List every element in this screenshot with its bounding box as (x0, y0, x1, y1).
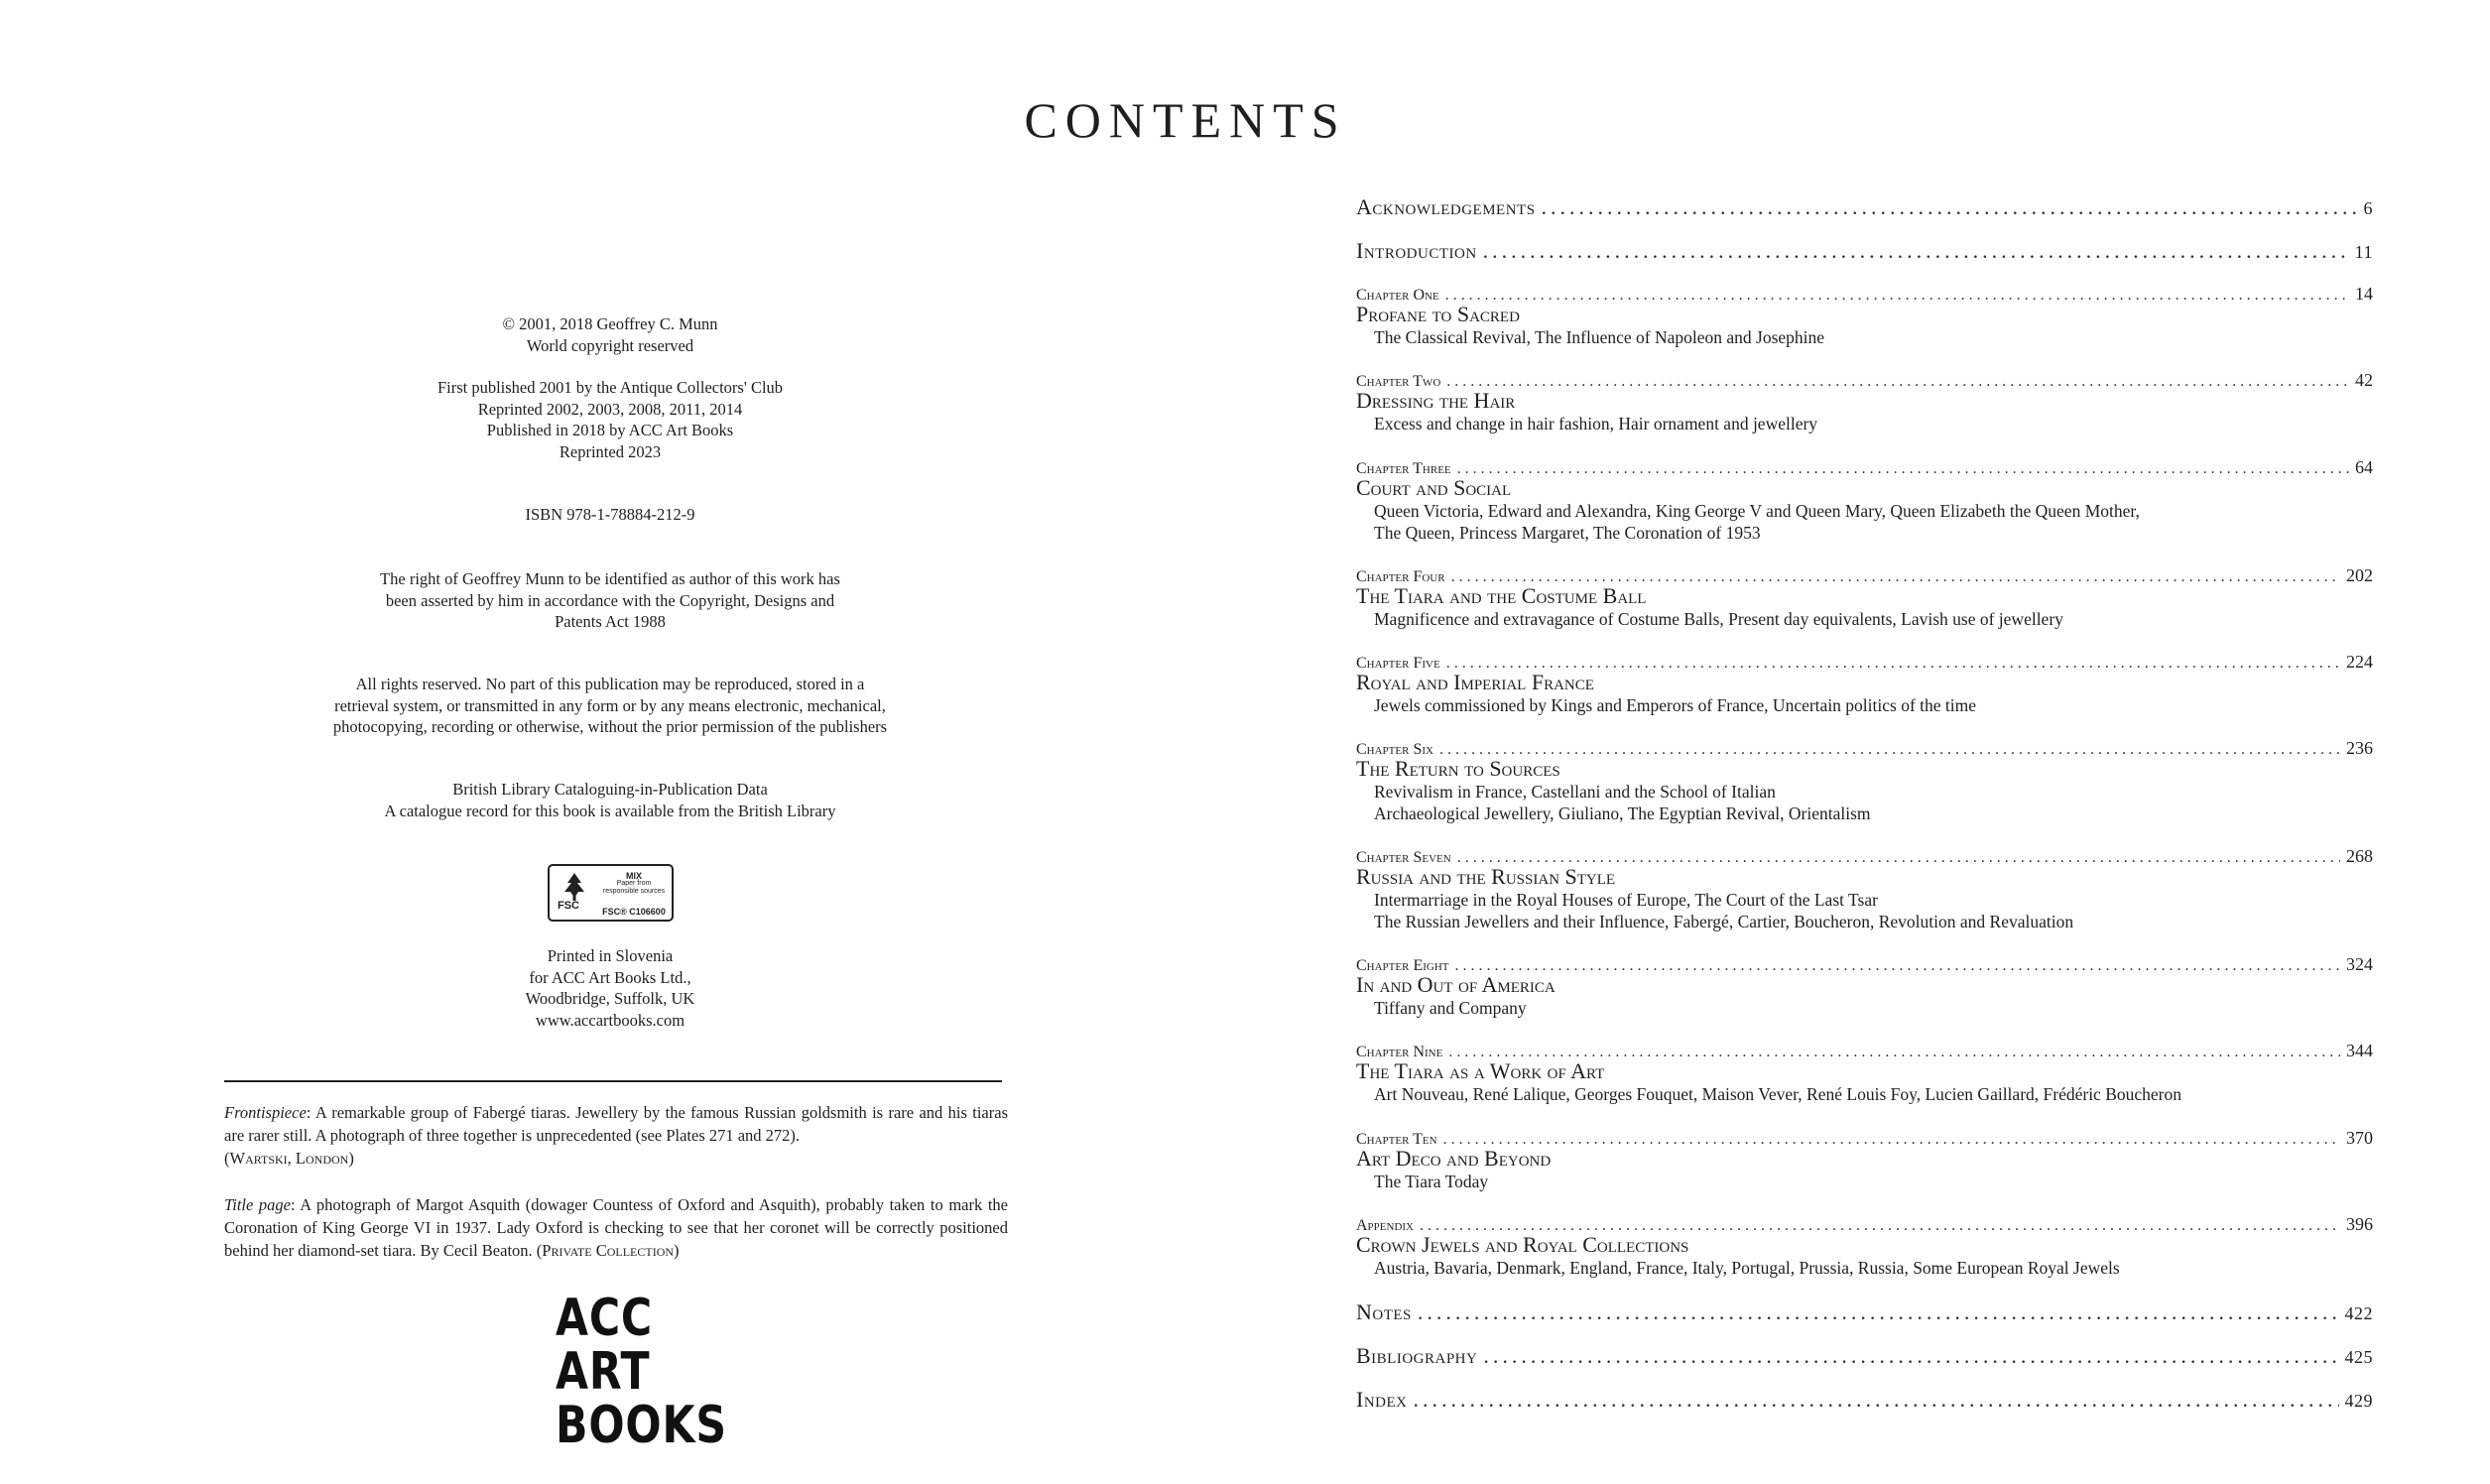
toc-entry-index (1356, 1387, 2373, 1413)
toc-chapter (1356, 1041, 2373, 1105)
fsc-tagline: responsible sources (602, 888, 666, 895)
dot-leader (1483, 238, 2349, 264)
chapter-label: Chapter Two (1356, 373, 1441, 390)
fsc-mix: MIX (625, 871, 642, 881)
toc-chapter (1356, 1128, 2373, 1192)
imprint-line: British Library Cataloguing-in-Publication Data (452, 780, 768, 799)
chapter-subtitle: The Russian Jewellers and their Influence, Fabergé, Cartier, Boucheron, Revolution and Revaluation (1374, 912, 2074, 931)
imprint-line: The right of Geoffrey Munn to be identified as author of this work has (380, 569, 840, 588)
chapter-label: Chapter Six (1356, 741, 1433, 758)
chapter-title: Art Deco and Beyond (1356, 1146, 1552, 1171)
toc-chapter (1356, 370, 2373, 434)
caption-credit: (Wartski, London) (224, 1149, 354, 1168)
imprint-line: Patents Act 1988 (555, 612, 666, 631)
contents-title: CONTENTS (1024, 92, 1347, 148)
toc-page-number: 236 (2346, 738, 2373, 758)
fsc-mix-label (597, 872, 671, 896)
cip-data (228, 779, 992, 821)
fsc-logo (548, 864, 674, 922)
toc-chapter (1356, 652, 2373, 716)
toc-page-number: 42 (2355, 370, 2373, 390)
dot-leader (1439, 741, 2340, 759)
logo-line: ACC (556, 1289, 654, 1348)
imprint-line: © 2001, 2018 Geoffrey C. Munn (502, 314, 718, 333)
chapter-subtitle: Excess and change in hair fashion, Hair ornament and jewellery (1374, 414, 1818, 433)
dot-leader (1457, 460, 2349, 478)
frontispiece-caption (224, 1101, 1008, 1170)
imprint-line: Reprinted 2023 (559, 441, 662, 461)
dot-leader (1418, 1299, 2339, 1325)
imprint-line: Woodbridge, Suffolk, UK (525, 989, 695, 1008)
fsc-word: FSC (558, 900, 579, 912)
toc-chapter (1356, 846, 2373, 932)
imprint-line: A catalogue record for this book is available from the British Library (384, 801, 836, 820)
chapter-subtitle: Jewels commissioned by Kings and Emperors of France, Uncertain politics of the time (1374, 695, 1977, 715)
toc-chapter (1356, 457, 2373, 544)
chapter-title: Russia and the Russian Style (1356, 864, 1616, 889)
toc-page-number: 14 (2355, 284, 2373, 304)
chapter-label: Appendix (1356, 1217, 1415, 1234)
caption-text: : A photograph of Margot Asquith (dowager Countess of Oxford and Asquith), probably taken to mark the Coronation of King George VI in 1937. Lady Oxford is checking to see that her coronet will be correctly positioned behind her diamond-set tiara. By Cecil Beaton. (224, 1195, 1008, 1260)
toc-label: Bibliography (1356, 1343, 1478, 1368)
moral-rights (228, 568, 992, 633)
dot-leader (1445, 287, 2349, 305)
isbn (228, 504, 992, 526)
logo-line: BOOKS (556, 1396, 727, 1455)
toc-label: Index (1356, 1387, 1408, 1412)
chapter-label: Chapter Four (1356, 568, 1445, 585)
dot-leader (1443, 1131, 2340, 1149)
chapter-title: Court and Social (1356, 475, 1512, 500)
toc-entry-bibliography (1356, 1343, 2373, 1369)
dot-leader (1414, 1387, 2339, 1413)
chapter-subtitle: Austria, Bavaria, Denmark, England, France, Italy, Portugal, Prussia, Russia, Some European Royal Jewels (1374, 1258, 2120, 1278)
toc-entry-notes (1356, 1299, 2373, 1325)
toc-label: Acknowledgements (1356, 194, 1536, 219)
divider-rule (224, 1080, 1002, 1082)
imprint-line: First published 2001 by the Antique Collectors' Club (436, 378, 784, 397)
toc-chapter (1356, 284, 2373, 348)
chapter-title: Dressing the Hair (1356, 388, 1516, 413)
chapter-title: The Return to Sources (1356, 756, 1560, 781)
chapter-subtitle: Queen Victoria, Edward and Alexandra, King George V and Queen Mary, Queen Elizabeth the Queen Mother, (1374, 501, 2140, 521)
chapter-title: Profane to Sacred (1356, 302, 1520, 326)
chapter-subtitle: Archaeological Jewellery, Giuliano, The Egyptian Revival, Orientalism (1374, 804, 1871, 823)
imprint-line: All rights reserved. No part of this publication may be reproduced, stored in a (355, 675, 865, 693)
chapter-subtitle: Art Nouveau, René Lalique, Georges Fouquet, Maison Vever, René Louis Foy, Lucien Gaillard, Frédéric Boucheron (1374, 1084, 2181, 1104)
chapter-subtitle: Revivalism in France, Castellani and the School of Italian (1374, 782, 1776, 802)
title-page-caption (224, 1193, 1008, 1262)
isbn-text: ISBN 978-1-78884-212-9 (525, 505, 695, 524)
caption-label: Frontispiece (224, 1103, 307, 1122)
toc-page-number: 396 (2346, 1214, 2373, 1234)
dot-leader (1446, 373, 2349, 391)
toc-chapter (1356, 565, 2373, 630)
chapter-label: Chapter Five (1356, 655, 1440, 672)
toc-page-number: 202 (2346, 565, 2373, 585)
imprint-line: retrieval system, or transmitted in any form or by any means electronic, mechanical, (334, 695, 886, 715)
toc-page-number: 224 (2346, 652, 2373, 672)
dot-leader (1483, 1343, 2338, 1369)
toc-chapter (1356, 954, 2373, 1019)
caption-text: : A remarkable group of Fabergé tiaras. Jewellery by the famous Russian goldsmith is rare and his tiaras are rarer still. A photograph of three together is unprecedented (see Plates 271 and 272). (224, 1103, 1008, 1145)
caption-label: Title page (224, 1195, 292, 1214)
dot-leader (1542, 194, 2358, 220)
fsc-tagline: Paper from (616, 880, 652, 887)
publishing-history (228, 377, 992, 462)
chapter-subtitle: Intermarriage in the Royal Houses of Europe, The Court of the Last Tsar (1374, 890, 1878, 910)
publisher-logo (556, 1289, 727, 1455)
imprint-line: Reprinted 2002, 2003, 2008, 2011, 2014 (477, 399, 743, 419)
chapter-label: Chapter Ten (1356, 1131, 1437, 1148)
toc-page-number: 11 (2354, 242, 2373, 262)
toc-page-number: 370 (2346, 1128, 2373, 1148)
caption-credit: (Private Collection) (536, 1241, 680, 1260)
logo-line: ART (556, 1342, 651, 1402)
toc-page-number: 6 (2363, 198, 2373, 218)
toc-page-number: 429 (2344, 1391, 2373, 1411)
toc-page-number: 268 (2346, 846, 2373, 866)
toc-label: Introduction (1356, 238, 1477, 263)
toc-page-number: 64 (2355, 457, 2373, 477)
imprint-line: www.accartbooks.com (535, 1010, 685, 1030)
toc-page-number: 422 (2344, 1303, 2373, 1323)
toc-page-number: 425 (2344, 1347, 2373, 1367)
chapter-title: Royal and Imperial France (1356, 670, 1594, 694)
toc-chapter (1356, 1214, 2373, 1279)
rights-notice (228, 674, 992, 738)
toc-page-number: 324 (2346, 954, 2373, 974)
chapter-title: The Tiara as a Work of Art (1356, 1058, 1605, 1083)
imprint-line: Published in 2018 by ACC Art Books (486, 421, 734, 439)
chapter-subtitle: The Classical Revival, The Influence of Napoleon and Josephine (1374, 327, 1825, 347)
imprint-line: been asserted by him in accordance with the Copyright, Designs and (385, 590, 835, 610)
dot-leader (1455, 957, 2341, 975)
imprint-line: photocopying, recording or otherwise, without the prior permission of the publishers (332, 717, 888, 736)
chapter-subtitle: Tiffany and Company (1374, 998, 1527, 1018)
chapter-label: Chapter Eight (1356, 957, 1449, 974)
imprint-line: for ACC Art Books Ltd., (529, 967, 691, 987)
chapter-subtitle: The Queen, Princess Margaret, The Coronation of 1953 (1374, 523, 1761, 543)
chapter-subtitle: The Tiara Today (1374, 1172, 1489, 1191)
toc-page-number: 344 (2346, 1041, 2373, 1060)
chapter-title: In and Out of America (1356, 972, 1556, 997)
toc-entry-introduction (1356, 238, 2373, 264)
chapter-label: Chapter Seven (1356, 849, 1451, 866)
copyright-block (228, 313, 992, 356)
chapter-label: Chapter One (1356, 287, 1439, 304)
chapter-subtitle: Magnificence and extravagance of Costume Balls, Present day equivalents, Lavish use of jewellery (1374, 609, 2063, 629)
chapter-label: Chapter Three (1356, 460, 1451, 477)
printer-info (228, 945, 992, 1031)
toc-entry-acknowledgements (1356, 194, 2373, 220)
chapter-title: The Tiara and the Costume Ball (1356, 583, 1647, 608)
chapter-title: Crown Jewels and Royal Collections (1356, 1232, 1689, 1257)
chapter-label: Chapter Nine (1356, 1044, 1443, 1060)
toc-chapter (1356, 738, 2373, 824)
imprint-line: World copyright reserved (526, 335, 694, 355)
toc-label: Notes (1356, 1299, 1412, 1324)
imprint-line: Printed in Slovenia (547, 946, 674, 965)
fsc-code: FSC® C106600 (602, 907, 666, 917)
